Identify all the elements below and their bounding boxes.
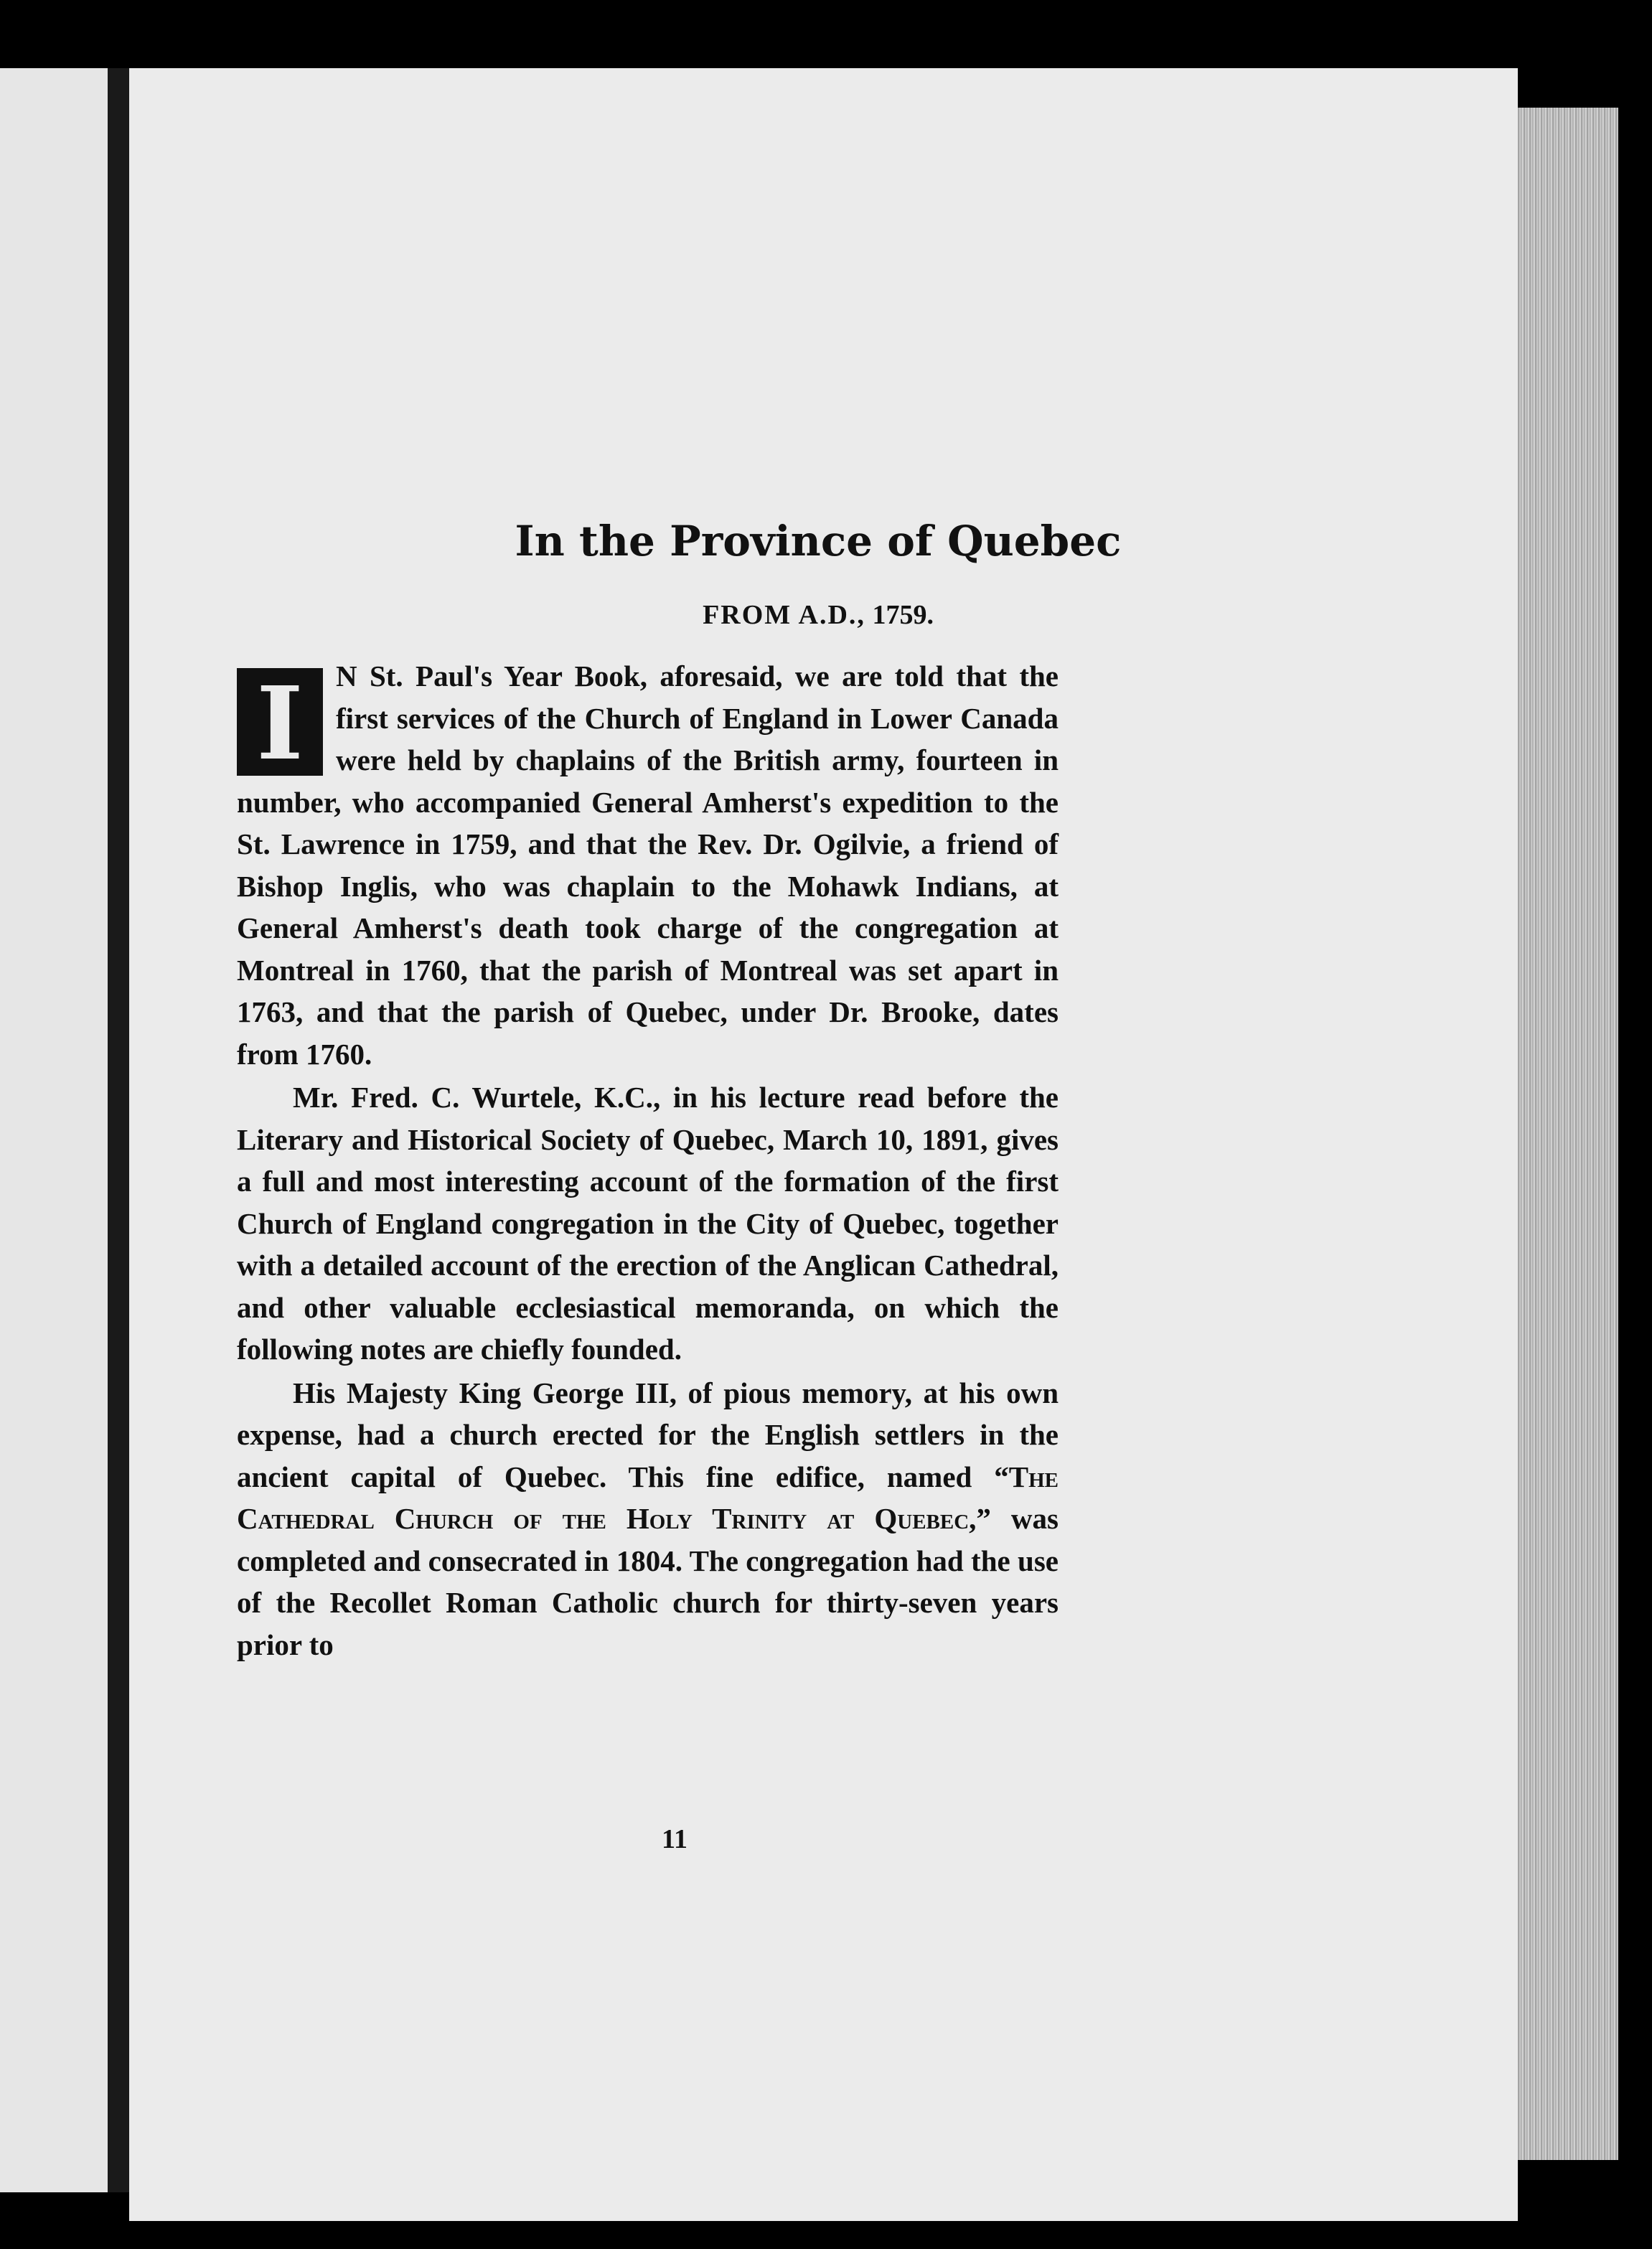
subtitle-year: 1759. [872,600,934,630]
paragraph-1 [237,655,1059,1075]
book-gutter [108,68,129,2192]
subtitle-prefix: FROM A.D., [703,600,865,630]
drop-cap: I [237,668,323,776]
cathedral-name: “The Cathedral Church of the Holy Trinity at Quebec,” [237,1460,1059,1535]
facing-page-edge [0,68,108,2192]
chapter-title: In the Province of Quebec [515,517,1122,565]
paragraph-3 [237,1372,1059,1666]
paragraph-3-text-a: His Majesty King George III, of pious memory, at his own expense, had a church erected for the English settlers in the ancient capital of Quebec. This fine edifice, named [237,1376,1059,1493]
paragraph-3-text-b: was completed and consecrated in 1804. The congregation had the use of the Recollet Roman Catholic church for thirty-seven years prior to [237,1502,1059,1661]
paragraph-1-text: N St. Paul's Year Book, aforesaid, we are told that the first services of the Church of England in Lower Canada were held by chaplains of the British army, fourteen in number, who accompanied General Amherst's expedition to the St. Lawrence in 1759, and that the Rev. Dr. Ogilvie, a friend of Bishop Inglis, who was chaplain to the Mohawk Indians, at General Amherst's death took charge of the congregation at Montreal in 1760, that the parish of Montreal was set apart in 1763, and that the parish of Quebec, under Dr. Brooke, dates from 1760. [237,659,1059,1071]
chapter-subtitle [459,599,1177,631]
body-text [237,655,1059,1667]
page-edges [1514,108,1618,2160]
paragraph-2: Mr. Fred. C. Wurtele, K.C., in his lecture read before the Literary and Historical Society of Quebec, March 10, 1891, gives a full and most interesting account of the formation of the first Church of England congregation in the City of Quebec, together with a detailed account of the erection of the Anglican Cathedral, and other valuable ecclesiastical memoranda, on which the following notes are chiefly founded. [237,1081,1059,1366]
book-page [129,68,1518,2221]
page-number: 11 [662,1824,687,1854]
